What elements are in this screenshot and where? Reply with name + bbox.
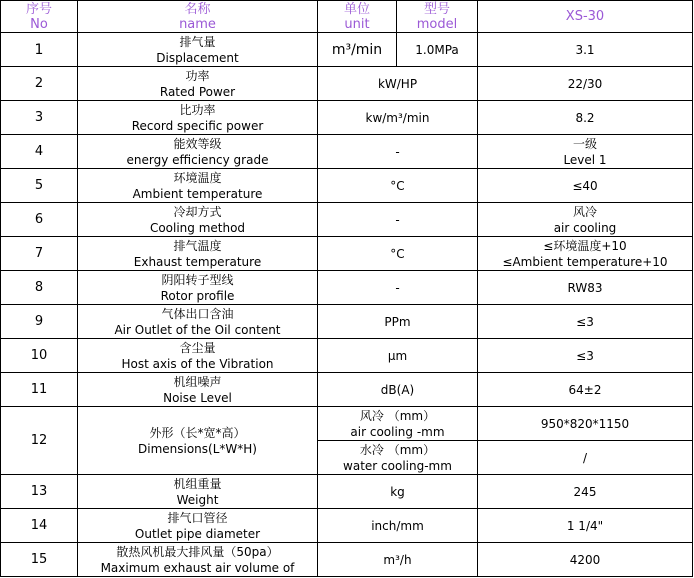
row-name: 机组噪声 Noise Level	[78, 373, 318, 407]
row-value-water: /	[478, 441, 693, 475]
row-unit: PPm	[318, 305, 478, 339]
row-value: 风冷 air cooling	[478, 203, 693, 237]
row-value: 245	[478, 475, 693, 509]
table-row	[1, 407, 693, 441]
header-no: 序号 No	[1, 1, 78, 33]
row-unit: dB(A)	[318, 373, 478, 407]
row-value: 一级 Level 1	[478, 135, 693, 169]
row-value-air: 950*820*1150	[478, 407, 693, 441]
row-number: 1	[1, 33, 78, 67]
table-row	[1, 203, 693, 237]
row-unit: kW/HP	[318, 67, 478, 101]
header-model-value: XS-30	[478, 1, 693, 33]
row-unit: m³/min	[318, 33, 397, 67]
table-row	[1, 509, 693, 543]
row-value: 4200	[478, 543, 693, 577]
row-value: RW83	[478, 271, 693, 305]
row-name: 阴阳转子型线 Rotor profile	[78, 271, 318, 305]
row-number: 11	[1, 373, 78, 407]
table-row	[1, 169, 693, 203]
header-unit: 单位 unit	[318, 1, 397, 33]
row-value: 64±2	[478, 373, 693, 407]
row-number: 12	[1, 407, 78, 475]
table-row	[1, 373, 693, 407]
row-name: 功率 Rated Power	[78, 67, 318, 101]
row-name: 散热风机最大排风量（50pa） Maximum exhaust air volume of	[78, 543, 318, 577]
table-row	[1, 305, 693, 339]
row-unit-air: 风冷 （mm） air cooling -mm	[318, 407, 478, 441]
row-value: ≤3	[478, 305, 693, 339]
row-number: 9	[1, 305, 78, 339]
row-pressure: 1.0MPa	[397, 33, 478, 67]
table-row	[1, 33, 693, 67]
row-number: 14	[1, 509, 78, 543]
row-value: ≤40	[478, 169, 693, 203]
table-row	[1, 67, 693, 101]
row-name: 冷却方式 Cooling method	[78, 203, 318, 237]
row-name: 外形（长*宽*高） Dimensions(L*W*H)	[78, 407, 318, 475]
row-name: 机组重量 Weight	[78, 475, 318, 509]
row-number: 7	[1, 237, 78, 271]
row-name: 能效等级 energy efficiency grade	[78, 135, 318, 169]
row-value: 8.2	[478, 101, 693, 135]
row-unit: -	[318, 135, 478, 169]
table-row	[1, 543, 693, 577]
row-number: 3	[1, 101, 78, 135]
row-number: 8	[1, 271, 78, 305]
table-row	[1, 271, 693, 305]
row-unit-water: 水冷 （mm） water cooling-mm	[318, 441, 478, 475]
row-name: 含尘量 Host axis of the Vibration	[78, 339, 318, 373]
row-name: 排气口管径 Outlet pipe diameter	[78, 509, 318, 543]
row-name: 气体出口含油 Air Outlet of the Oil content	[78, 305, 318, 339]
row-name: 排气温度 Exhaust temperature	[78, 237, 318, 271]
row-number: 10	[1, 339, 78, 373]
row-unit: kw/m³/min	[318, 101, 478, 135]
table-row	[1, 475, 693, 509]
row-unit: -	[318, 203, 478, 237]
row-number: 2	[1, 67, 78, 101]
row-number: 15	[1, 543, 78, 577]
header-name: 名称 name	[78, 1, 318, 33]
table-row	[1, 135, 693, 169]
table-row	[1, 101, 693, 135]
row-unit: -	[318, 271, 478, 305]
row-value: 22/30	[478, 67, 693, 101]
row-name: 比功率 Record specific power	[78, 101, 318, 135]
row-value: 3.1	[478, 33, 693, 67]
row-unit: °C	[318, 169, 478, 203]
row-unit: inch/mm	[318, 509, 478, 543]
row-name: 排气量 Displacement	[78, 33, 318, 67]
row-value: ≤3	[478, 339, 693, 373]
row-number: 13	[1, 475, 78, 509]
table-row	[1, 339, 693, 373]
row-number: 4	[1, 135, 78, 169]
row-number: 6	[1, 203, 78, 237]
row-unit: kg	[318, 475, 478, 509]
row-name: 环境温度 Ambient temperature	[78, 169, 318, 203]
header-model: 型号 model	[397, 1, 478, 33]
row-number: 5	[1, 169, 78, 203]
row-unit: °C	[318, 237, 478, 271]
row-value: 1 1/4"	[478, 509, 693, 543]
row-value: ≤环境温度+10 ≤Ambient temperature+10	[478, 237, 693, 271]
table-header-row	[1, 1, 693, 33]
table-row	[1, 237, 693, 271]
row-unit: μm	[318, 339, 478, 373]
row-unit: m³/h	[318, 543, 478, 577]
